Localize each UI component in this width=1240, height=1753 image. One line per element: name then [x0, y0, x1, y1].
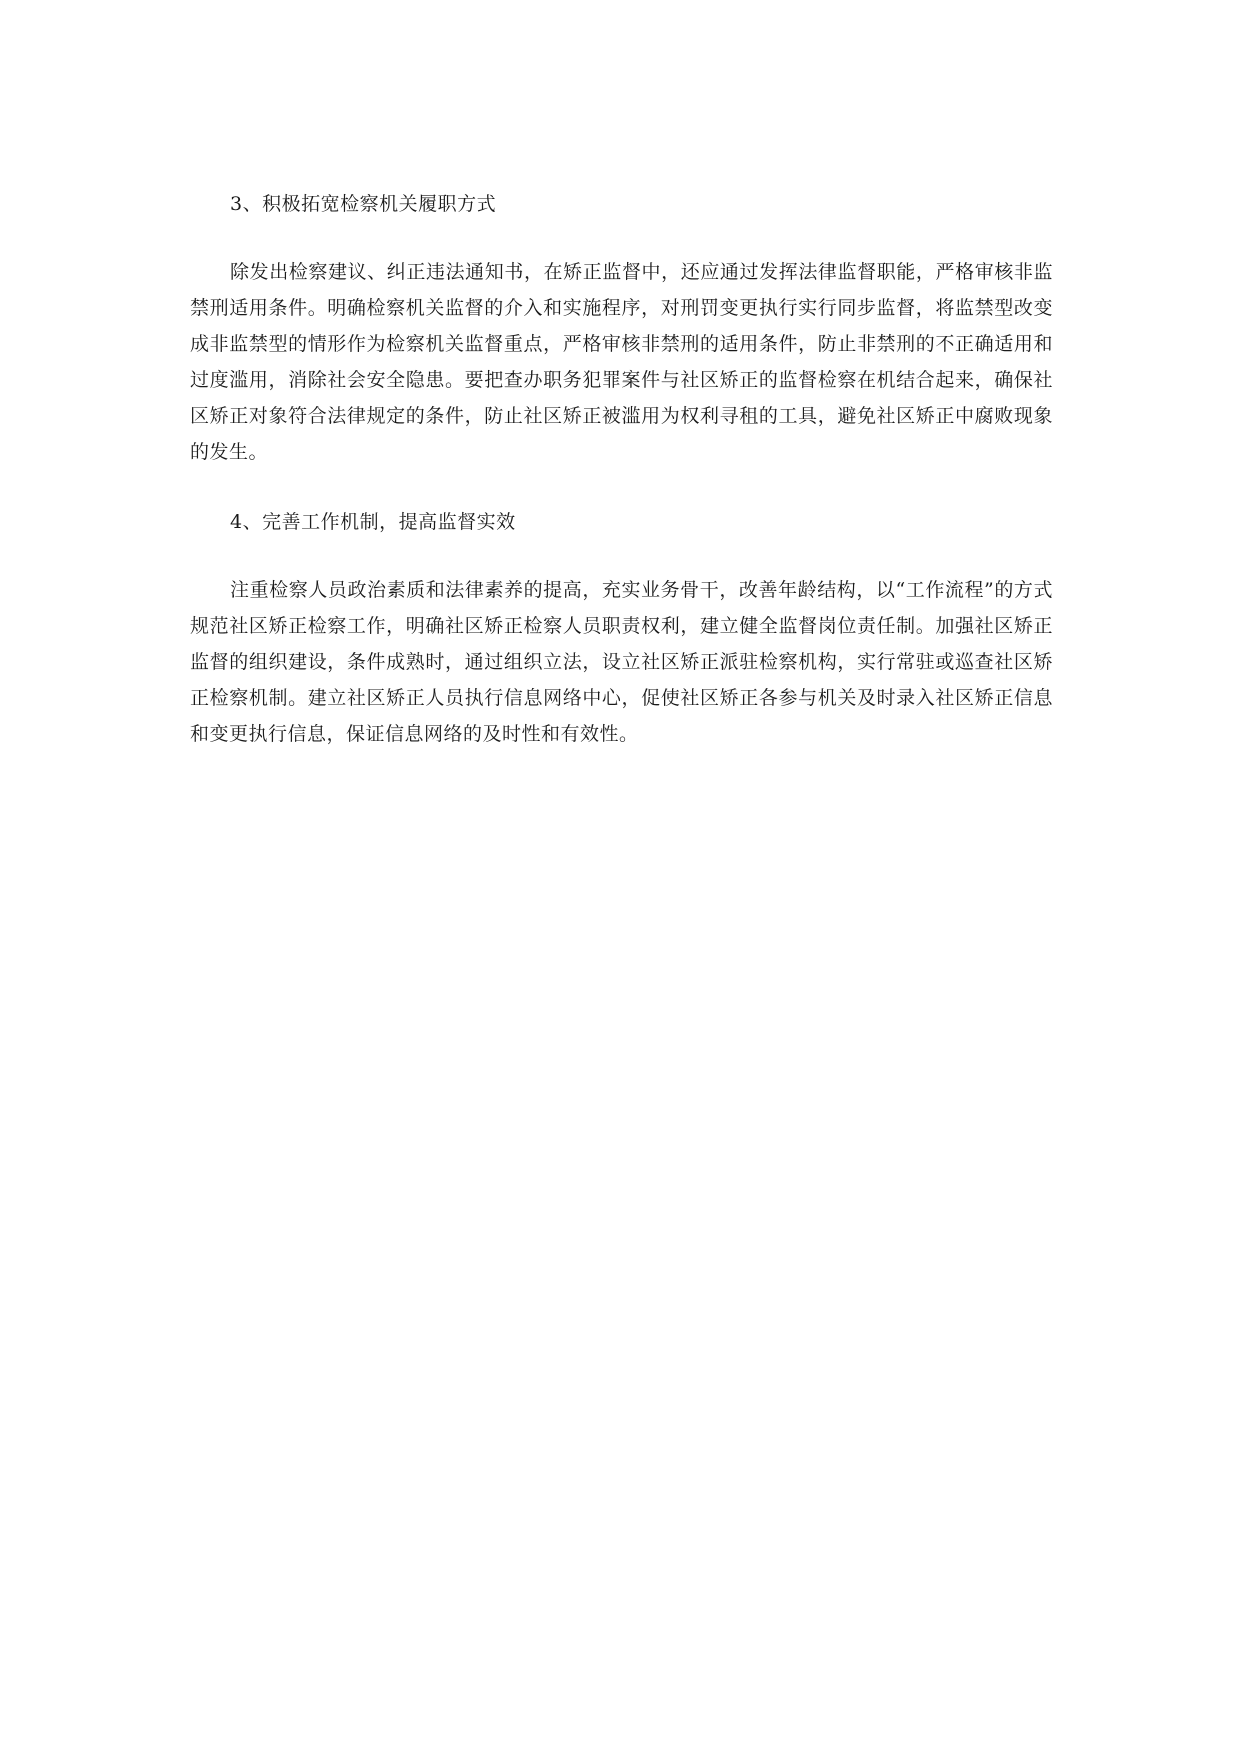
section-heading: 3、积极拓宽检察机关履职方式 — [230, 193, 497, 215]
section-4 — [190, 504, 1053, 752]
section-paragraph: 除发出检察建议、纠正违法通知书，在矫正监督中，还应通过发挥法律监督职能，严格审核非监禁刑适用条件。明确检察机关监督的介入和实施程序，对刑罚变更执行实行同步监督，将监禁型改变成非监禁型的情形作为检察机关监督重点，严格审核非禁刑的适用条件，防止非禁刑的不正确适用和过度滥用，消除社会安全隐患。要把查办职务犯罪案件与社区矫正的监督检察在机结合起来，确保社区矫正对象符合法律规定的条件，防止社区矫正被滥用为权利寻租的工具，避免社区矫正中腐败现象的发生。 — [190, 261, 1053, 463]
document-body — [190, 186, 1053, 752]
spacer — [190, 540, 1053, 572]
section-paragraph: 注重检察人员政治素质和法律素养的提高，充实业务骨干，改善年龄结构，以“工作流程”的方式规范社区矫正检察工作，明确社区矫正检察人员职责权利，建立健全监督岗位责任制。加强社区矫正监督的组织建设，条件成熟时，通过组织立法，设立社区矫正派驻检察机构，实行常驻或巡查社区矫正检察机制。建立社区矫正人员执行信息网络中心，促使社区矫正各参与机关及时录入社区矫正信息和变更执行信息，保证信息网络的及时性和有效性。 — [190, 579, 1053, 745]
section-heading: 4、完善工作机制，提高监督实效 — [230, 511, 516, 533]
spacer — [190, 222, 1053, 254]
spacer — [190, 470, 1053, 504]
section-3 — [190, 186, 1053, 470]
